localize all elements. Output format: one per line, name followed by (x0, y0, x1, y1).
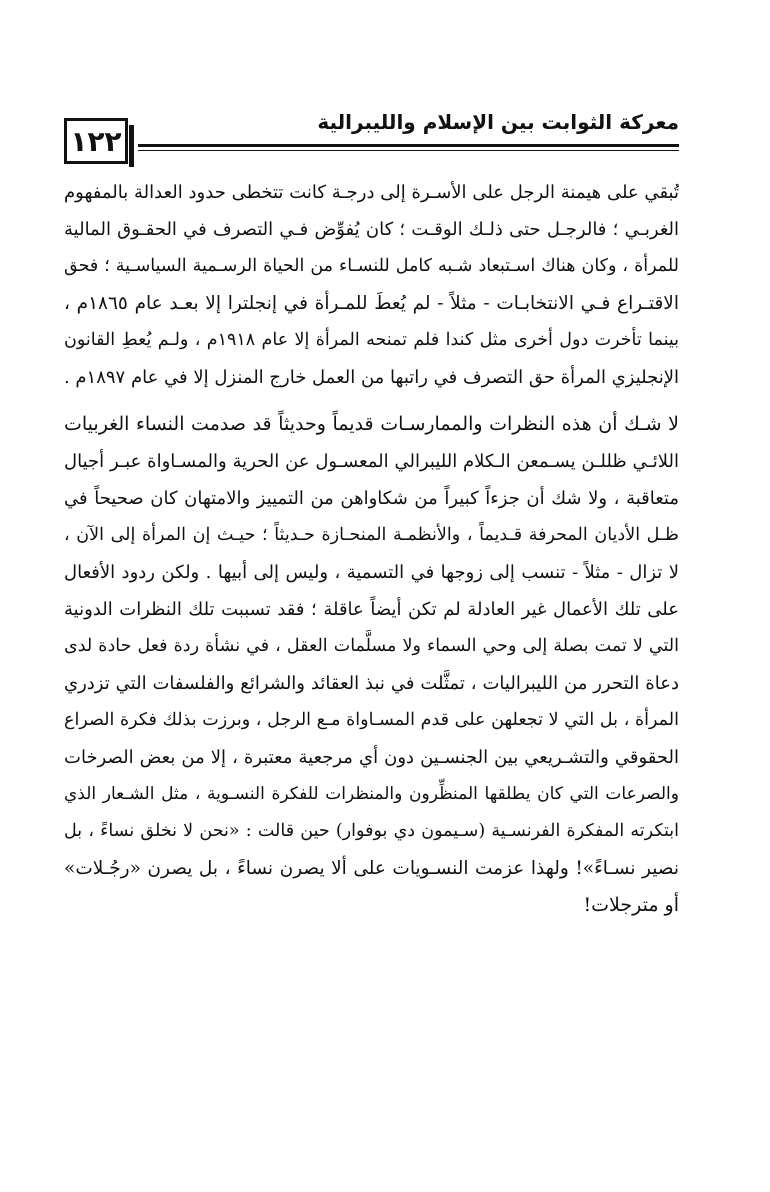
text-line: الاقتـراع فـي الانتخابـات - مثلاً - لم يُعطَ للمـرأة في إنجلترا إلا بعـد عام ١٨٦٥م ، (64, 293, 679, 314)
text-line: ظـل الأديان المحرفة قـديماً ، والأنظمـة المنحـازة حـديثاً ؛ حيـث إن المرأة إلى الآن ، (64, 525, 679, 545)
text-line: دعاة التحرر من الليبراليات ، تمثَّلت في نبذ العقائد والشرائع والفلسفات التي تزدري (64, 673, 679, 694)
text-line: على تلك الأعمال غير العادلة لم تكن أيضاً عاقلة ؛ فقد تسببت تلك النظرات الدونية (64, 599, 679, 620)
header-rule-thin (138, 150, 679, 151)
text-line: الإنجليزي المرأة حق التصرف في راتبها من العمل خارج المنزل إلا في عام ١٨٩٧م . (64, 367, 679, 388)
text-line: لا شـك أن هذه النظرات والممارسـات قديماً وحديثاً قد صدمت النساء الغربيات (64, 413, 679, 435)
text-line: الغربـي ؛ فالرجـل حتى ذلـك الوقـت ؛ كان يُفوِّض فـي التصرف في الحقـوق المالية (64, 219, 679, 240)
text-line: الحقوقي والتشـريعي بين الجنسـين دون أي مرجعية معتبرة ، إلا من بعض الصرخات (64, 747, 679, 768)
page-number: ١٢٢ (64, 118, 128, 164)
text-line: للمرأة ، وكان هناك اسـتبعاد شـبه كامل للنسـاء من الحياة الرسـمية السياسـية ؛ فحق (64, 256, 679, 276)
text-line: ابتكرته المفكرة الفرنسـية (سـيمون دي بوفوار) حين قالت : «نحن لا نخلق نساءً ، بل (64, 821, 679, 841)
text-line: بينما تأخرت دول أخرى مثل كندا فلم تمنحه المرأة إلا عام ١٩١٨م ، ولـم يُعطِ القانون (64, 330, 679, 350)
paragraph-2 (64, 406, 679, 924)
header-rule (138, 144, 679, 147)
text-line: التي لا تمت بصلة إلى وحي السماء ولا مسلَّمات العقل ، في نشأة ردة فعل حادة لدى (64, 636, 679, 656)
page-header (64, 108, 679, 168)
text-line: أو مترجلات! (583, 894, 679, 916)
text-line: المرأة ، بل التي لا تجعلهن على قدم المسـاواة مـع الرجل ، وبرزت بذلك فكرة الصراع (64, 710, 679, 730)
running-title: معركة الثوابت بين الإسلام والليبرالية (317, 110, 679, 134)
text-line: اللائـي ظللـن يسـمعن الـكلام الليبرالي المعسـول عن الحرية والمسـاواة عبـر أجيال (64, 451, 679, 472)
text-line: تُبقي على هيمنة الرجل على الأسـرة إلى درجـة كانت تتخطى حدود العدالة بالمفهوم (64, 182, 679, 203)
paragraph-1 (64, 174, 679, 396)
text-line: والصرعات التي كان يطلقها المنظِّرون والمنظرات للفكرة النسـوية ، مثل الشـعار الذي (64, 784, 679, 804)
text-line: متعاقبة ، ولا شك أن جزءاً كبيراً من شكاواهن من التمييز والامتهان كان صحيحاً في (64, 488, 679, 509)
body-text (64, 174, 679, 924)
text-line: لا تزال - مثلاً - تنسب إلى زوجها في التسمية ، وليس إلى أبيها . ولكن ردود الأفعال (64, 562, 679, 583)
text-line: نصير نسـاءً»! ولهذا عزمت النسـويات على ألا يصرن نساءً ، بل يصرن «رجُـلات» (64, 858, 679, 879)
